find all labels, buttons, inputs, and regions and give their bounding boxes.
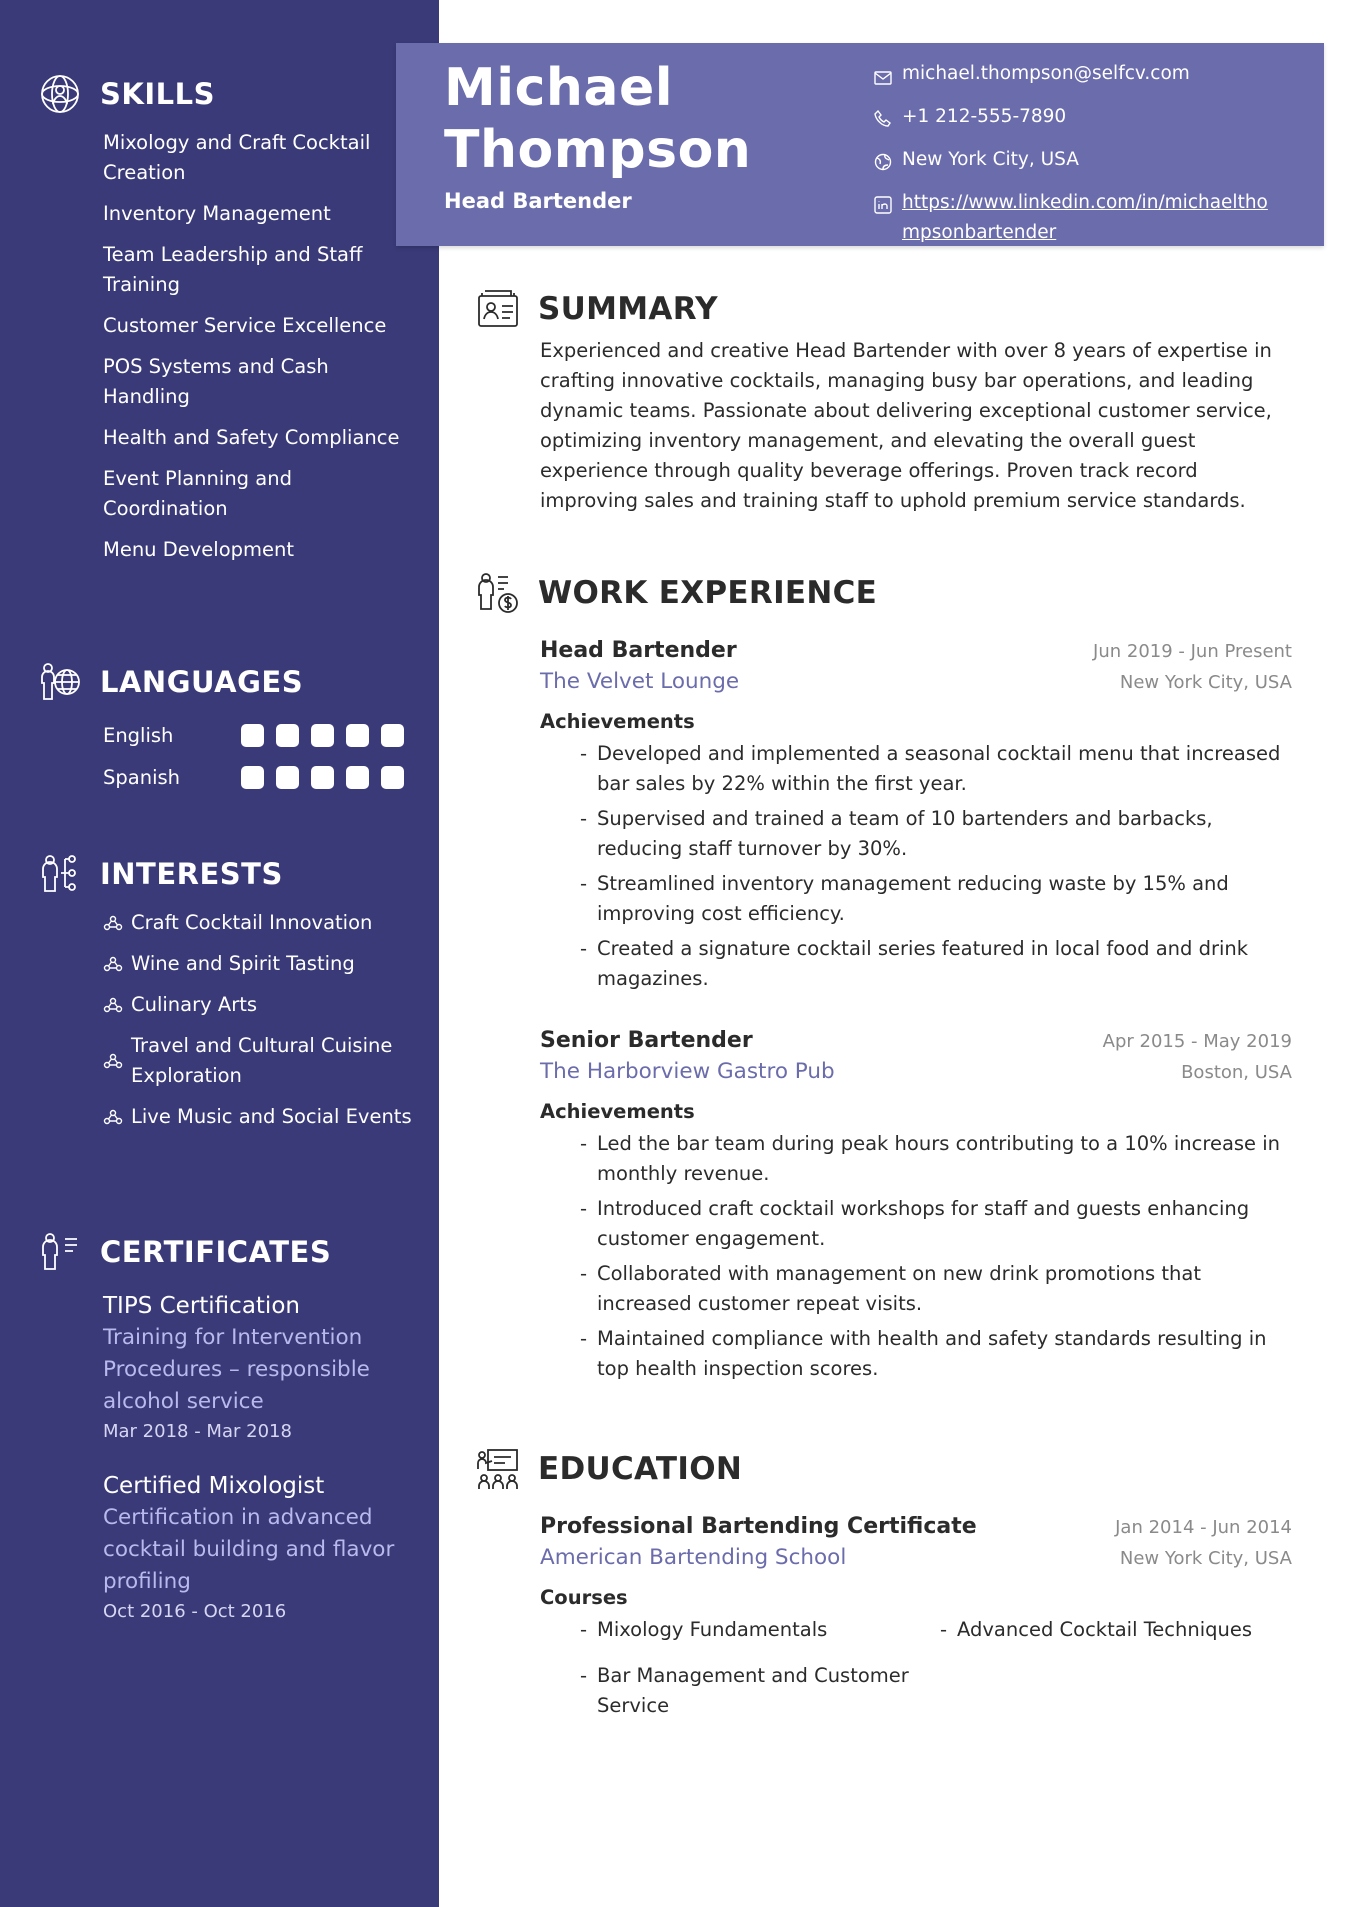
phone-text[interactable]: +1 212-555-7890 (902, 106, 1067, 127)
team-dollar-icon (474, 569, 522, 617)
summary-text: Experienced and creative Head Bartender with over 8 years of expertise in crafting innovative cocktails, managing busy bar operations, and leading dynamic teams. Passionate about delivering exceptional customer service, optimizing inventory management, and elevating the overall guest experience through quality beverage offerings. Proven track record improving sales and training staff to uphold premium service standards. (540, 339, 1272, 512)
job-company: The Velvet Lounge (540, 669, 740, 694)
skill-item: Event Planning and Coordination (103, 467, 292, 520)
certificate-item (38, 1470, 418, 1626)
achievement-item: - Created a signature cocktail series featured in local food and drink magazines. (580, 934, 1292, 994)
skill-item: Health and Safety Compliance (103, 426, 400, 449)
achievement-item: - Developed and implemented a seasonal cocktail menu that increased bar sales by 22% within the first year. (580, 739, 1292, 799)
experience-header (474, 568, 1292, 618)
achievements-label: Achievements (540, 1100, 695, 1123)
contact-phone (874, 102, 1294, 138)
language-name: English (103, 723, 174, 747)
certificate-item (38, 1290, 418, 1446)
summary-section (474, 284, 1292, 516)
linkedin-icon (874, 188, 902, 224)
certificate-date: Oct 2016 - Oct 2016 (103, 1601, 287, 1622)
level-dot (381, 766, 404, 789)
interests-header (38, 850, 418, 898)
resume-header (396, 43, 1324, 246)
level-dot (346, 766, 369, 789)
languages-header (38, 658, 418, 706)
skill-item: Menu Development (103, 538, 295, 561)
contact-email (874, 59, 1294, 95)
education-school: American Bartending School (540, 1545, 847, 1570)
interest-item (103, 908, 418, 938)
level-dot (241, 766, 264, 789)
experience-section (474, 568, 1292, 1389)
last-name: Thompson (444, 120, 752, 180)
summary-title: SUMMARY (538, 291, 718, 327)
job-title: Head Bartender (540, 638, 737, 663)
person-network-icon (38, 852, 82, 896)
language-row (38, 756, 418, 798)
job-title: Senior Bartender (540, 1028, 753, 1053)
interests-list (38, 908, 418, 1132)
level-dot (311, 724, 334, 747)
achievement-item: - Supervised and trained a team of 10 bartenders and barbacks, reducing staff turnover by 30%. (580, 804, 1292, 864)
job-date: Jun 2019 - Jun Present (1093, 641, 1292, 662)
language-row (38, 714, 418, 756)
interest-item (103, 1031, 418, 1091)
education-degree: Professional Bartending Certificate (540, 1514, 977, 1539)
skills-section (38, 70, 418, 576)
languages-title: LANGUAGES (100, 665, 304, 699)
experience-title: WORK EXPERIENCE (538, 575, 878, 611)
achievements-list (540, 1129, 1292, 1384)
education-location: New York City, USA (1119, 1548, 1292, 1569)
courses-list (540, 1615, 1292, 1721)
level-dot (381, 724, 404, 747)
contact-linkedin (874, 188, 1294, 248)
certificates-section (38, 1228, 418, 1626)
email-text[interactable]: michael.thompson@selfcv.com (902, 63, 1190, 84)
envelope-icon (874, 59, 902, 95)
education-title: EDUCATION (538, 1451, 743, 1487)
network-icon (103, 956, 131, 972)
skill-item: Customer Service Excellence (103, 314, 387, 337)
interest-label: Culinary Arts (131, 993, 258, 1016)
level-dot (276, 766, 299, 789)
contact-info (874, 59, 1294, 255)
job-location: Boston, USA (1181, 1062, 1292, 1083)
languages-section (38, 658, 418, 798)
achievement-item: - Introduced craft cocktail workshops for staff and guests enhancing customer engagement. (580, 1194, 1292, 1254)
job-date: Apr 2015 - May 2019 (1102, 1031, 1292, 1052)
interest-label: Craft Cocktail Innovation (131, 911, 373, 934)
achievement-item: - Maintained compliance with health and safety standards resulting in top health inspection scores. (580, 1324, 1292, 1384)
brain-icon (38, 72, 82, 116)
person-list-icon (38, 1230, 82, 1274)
job-role: Head Bartender (444, 189, 632, 213)
courses-label: Courses (540, 1586, 628, 1609)
certificates-header (38, 1228, 418, 1276)
contact-location (874, 145, 1294, 181)
globe-icon (874, 145, 902, 181)
network-icon (103, 997, 131, 1013)
education-section (474, 1444, 1292, 1721)
certificate-description: Training for Intervention Procedures – responsible alcohol service (103, 1325, 370, 1414)
classroom-icon (474, 1445, 522, 1493)
achievement-item: - Led the bar team during peak hours contributing to a 10% increase in monthly revenue. (580, 1129, 1292, 1189)
summary-header (474, 284, 1292, 334)
interest-item (103, 990, 418, 1020)
interest-label: Travel and Cultural Cuisine Exploration (131, 1034, 393, 1087)
education-date: Jan 2014 - Jun 2014 (1115, 1517, 1292, 1538)
interests-section (38, 850, 418, 1143)
level-dot (276, 724, 299, 747)
skill-item: Inventory Management (103, 202, 331, 225)
skills-list (38, 128, 418, 565)
location-text: New York City, USA (902, 149, 1079, 170)
interest-item (103, 1102, 418, 1132)
achievement-item: - Collaborated with management on new drink promotions that increased customer repeat visits. (580, 1259, 1292, 1319)
person-globe-icon (38, 660, 82, 704)
skill-item: Mixology and Craft Cocktail Creation (103, 131, 371, 184)
job-company: The Harborview Gastro Pub (540, 1059, 835, 1084)
course-item: - Bar Management and Customer Service (580, 1661, 940, 1721)
education-entry (474, 1514, 1292, 1721)
language-level (241, 766, 404, 789)
certificate-description: Certification in advanced cocktail building and flavor profiling (103, 1505, 395, 1594)
certificate-name: Certified Mixologist (103, 1473, 325, 1499)
course-item: - Advanced Cocktail Techniques (940, 1615, 1300, 1645)
level-dot (311, 766, 334, 789)
achievements-label: Achievements (540, 710, 695, 733)
certificate-name: TIPS Certification (103, 1293, 300, 1319)
network-icon (103, 1109, 131, 1125)
interest-label: Wine and Spirit Tasting (131, 952, 355, 975)
network-icon (103, 1053, 131, 1069)
candidate-name (444, 57, 751, 181)
network-icon (103, 915, 131, 931)
skill-item: Team Leadership and Staff Training (103, 243, 363, 296)
certificates-title: CERTIFICATES (100, 1235, 332, 1269)
education-header (474, 1444, 1292, 1494)
interest-item (103, 949, 418, 979)
linkedin-link[interactable]: https://www.linkedin.com/in/michaelthompsonbartender (902, 192, 1268, 243)
course-item: - Mixology Fundamentals (580, 1615, 940, 1645)
language-level (241, 724, 404, 747)
certificate-date: Mar 2018 - Mar 2018 (103, 1421, 292, 1442)
skill-item: POS Systems and Cash Handling (103, 355, 329, 408)
job-entry (474, 638, 1292, 994)
job-location: New York City, USA (1119, 672, 1292, 693)
level-dot (346, 724, 369, 747)
language-name: Spanish (103, 765, 181, 789)
level-dot (241, 724, 264, 747)
interests-title: INTERESTS (100, 857, 283, 891)
skills-header (38, 70, 418, 118)
id-card-icon (474, 285, 522, 333)
achievement-item: - Streamlined inventory management reducing waste by 15% and improving cost efficiency. (580, 869, 1292, 929)
interest-label: Live Music and Social Events (131, 1105, 412, 1128)
first-name: Michael (444, 58, 674, 118)
phone-icon (874, 102, 902, 138)
sidebar (0, 0, 439, 1907)
achievements-list (540, 739, 1292, 994)
job-entry (474, 1028, 1292, 1384)
skills-title: SKILLS (100, 77, 215, 111)
